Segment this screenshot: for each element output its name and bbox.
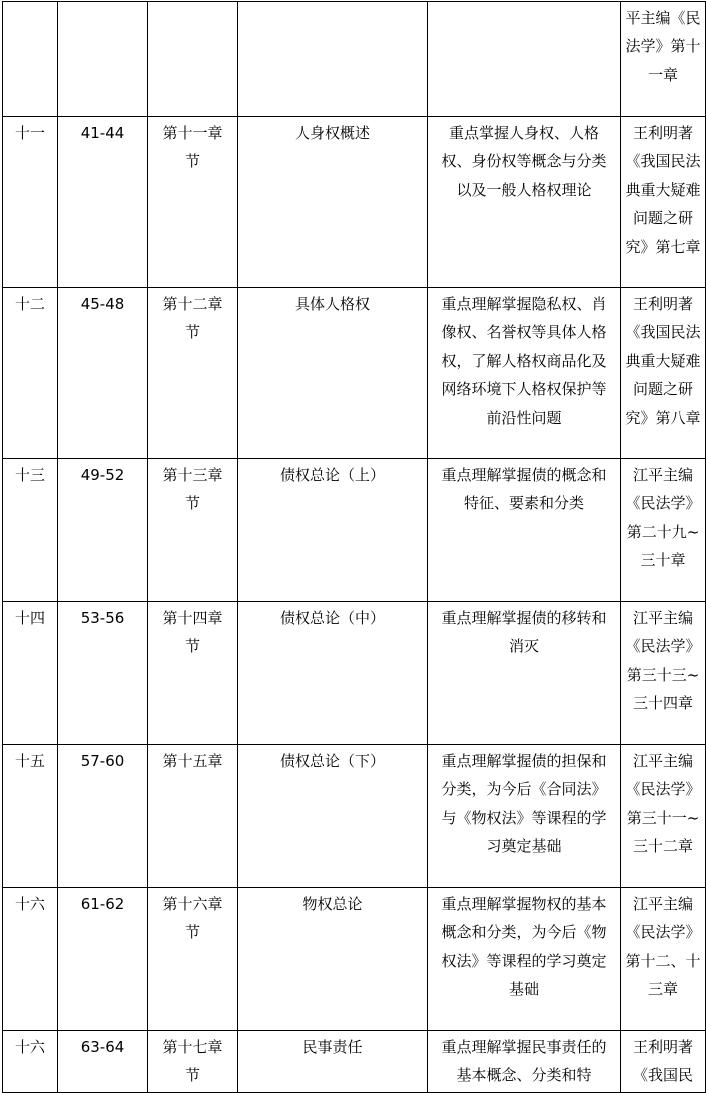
reference-cell [621, 745, 706, 888]
requirement-cell-text: 重点掌握人身权、人格权、身份权等概念与分类以及一般人格权理论 [441, 124, 607, 199]
requirement-cell [428, 602, 621, 745]
hours-cell-text: 57-60 [80, 752, 125, 770]
week-cell-text: 十二 [14, 295, 45, 313]
hours-cell [58, 459, 148, 602]
hours-cell [58, 117, 148, 288]
hours-cell-text: 53-56 [80, 609, 125, 627]
hours-cell [58, 602, 148, 745]
syllabus-table-page [2, 1, 705, 1093]
reference-cell [621, 2, 706, 117]
chapter-cell-text: 第十三章节 [162, 466, 223, 513]
requirement-cell-text: 重点理解掌握民事责任的基本概念、分类和特 [441, 1038, 607, 1085]
reference-cell [621, 117, 706, 288]
week-cell-text: 十一 [14, 124, 45, 142]
chapter-cell-text: 第十二章节 [162, 295, 223, 342]
topic-cell [238, 459, 428, 602]
topic-cell-text: 物权总论 [302, 895, 363, 913]
week-cell [3, 1031, 58, 1093]
hours-cell-text: 41-44 [80, 124, 125, 142]
reference-cell [621, 288, 706, 459]
chapter-cell-text: 第十四章节 [162, 609, 223, 656]
table-row [3, 1031, 706, 1093]
requirement-cell-text: 重点理解掌握债的移转和消灭 [441, 609, 607, 656]
reference-cell-text: 王利明著《我国民法典重大疑难问题之研究》第七章 [625, 124, 701, 256]
week-cell [3, 602, 58, 745]
table-row [3, 117, 706, 288]
requirement-cell-text: 重点理解掌握隐私权、肖像权、名誉权等具体人格权，了解人格权商品化及网络环境下人格权保护等前沿性问题 [441, 295, 607, 427]
reference-cell [621, 1031, 706, 1093]
chapter-cell [148, 888, 238, 1031]
requirement-cell [428, 888, 621, 1031]
hours-cell [58, 1031, 148, 1093]
topic-cell-text: 人身权概述 [294, 124, 370, 142]
hours-cell-text: 61-62 [80, 895, 125, 913]
week-cell-text: 十三 [14, 466, 45, 484]
table-row [3, 888, 706, 1031]
requirement-cell [428, 745, 621, 888]
reference-cell-text: 江平主编《民法学》第三十一~三十二章 [625, 752, 701, 856]
week-cell-text: 十四 [14, 609, 45, 627]
requirement-cell [428, 117, 621, 288]
reference-cell [621, 888, 706, 1031]
week-cell [3, 117, 58, 288]
chapter-cell-text: 第十七章节 [162, 1038, 223, 1085]
requirement-cell-text: 重点理解掌握债的概念和特征、要素和分类 [441, 466, 607, 513]
reference-cell-text: 江平主编《民法学》第三十三~三十四章 [625, 609, 701, 713]
chapter-cell [148, 288, 238, 459]
table-row [3, 288, 706, 459]
topic-cell-text: 债权总论（中） [279, 609, 385, 627]
week-cell-text: 十五 [14, 752, 45, 770]
reference-cell-text: 江平主编《民法学》第十二、十三章 [625, 895, 701, 999]
hours-cell-text: 45-48 [80, 295, 125, 313]
requirement-cell [428, 2, 621, 117]
week-cell-text: 十六 [14, 1038, 45, 1056]
reference-cell-text: 王利明著《我国民 [632, 1038, 693, 1085]
chapter-cell [148, 117, 238, 288]
hours-cell [58, 745, 148, 888]
week-cell [3, 459, 58, 602]
chapter-cell [148, 459, 238, 602]
reference-cell [621, 459, 706, 602]
hours-cell [58, 2, 148, 117]
chapter-cell-text: 第十六章节 [162, 895, 223, 942]
reference-cell-text: 平主编《民法学》第十一章 [625, 9, 701, 84]
week-cell [3, 745, 58, 888]
reference-cell [621, 602, 706, 745]
topic-cell [238, 117, 428, 288]
reference-cell-text: 江平主编《民法学》第二十九~三十章 [625, 466, 701, 570]
chapter-cell [148, 602, 238, 745]
week-cell [3, 888, 58, 1031]
table-row [3, 2, 706, 117]
requirement-cell-text: 重点理解掌握物权的基本概念和分类，为今后《物权法》等课程的学习奠定基础 [441, 895, 607, 999]
topic-cell [238, 745, 428, 888]
requirement-cell [428, 1031, 621, 1093]
topic-cell-text: 具体人格权 [294, 295, 370, 313]
chapter-cell-text: 第十一章节 [162, 124, 223, 171]
topic-cell [238, 888, 428, 1031]
requirement-cell [428, 288, 621, 459]
chapter-cell [148, 1031, 238, 1093]
requirement-cell [428, 459, 621, 602]
hours-cell-text: 63-64 [80, 1038, 125, 1056]
week-cell [3, 2, 58, 117]
syllabus-table [2, 1, 706, 1093]
table-row [3, 459, 706, 602]
hours-cell [58, 888, 148, 1031]
topic-cell-text: 民事责任 [302, 1038, 363, 1056]
reference-cell-text: 王利明著《我国民法典重大疑难问题之研究》第八章 [625, 295, 701, 427]
topic-cell-text: 债权总论（下） [279, 752, 385, 770]
chapter-cell [148, 745, 238, 888]
topic-cell [238, 2, 428, 117]
hours-cell [58, 288, 148, 459]
topic-cell [238, 602, 428, 745]
chapter-cell-text: 第十五章 [162, 752, 223, 770]
week-cell [3, 288, 58, 459]
topic-cell [238, 288, 428, 459]
syllabus-table-body [3, 2, 706, 1093]
chapter-cell [148, 2, 238, 117]
table-row [3, 745, 706, 888]
requirement-cell-text: 重点理解掌握债的担保和分类，为今后《合同法》与《物权法》等课程的学习奠定基础 [441, 752, 607, 856]
topic-cell-text: 债权总论（上） [279, 466, 385, 484]
topic-cell [238, 1031, 428, 1093]
week-cell-text: 十六 [14, 895, 45, 913]
hours-cell-text: 49-52 [80, 466, 125, 484]
table-row [3, 602, 706, 745]
